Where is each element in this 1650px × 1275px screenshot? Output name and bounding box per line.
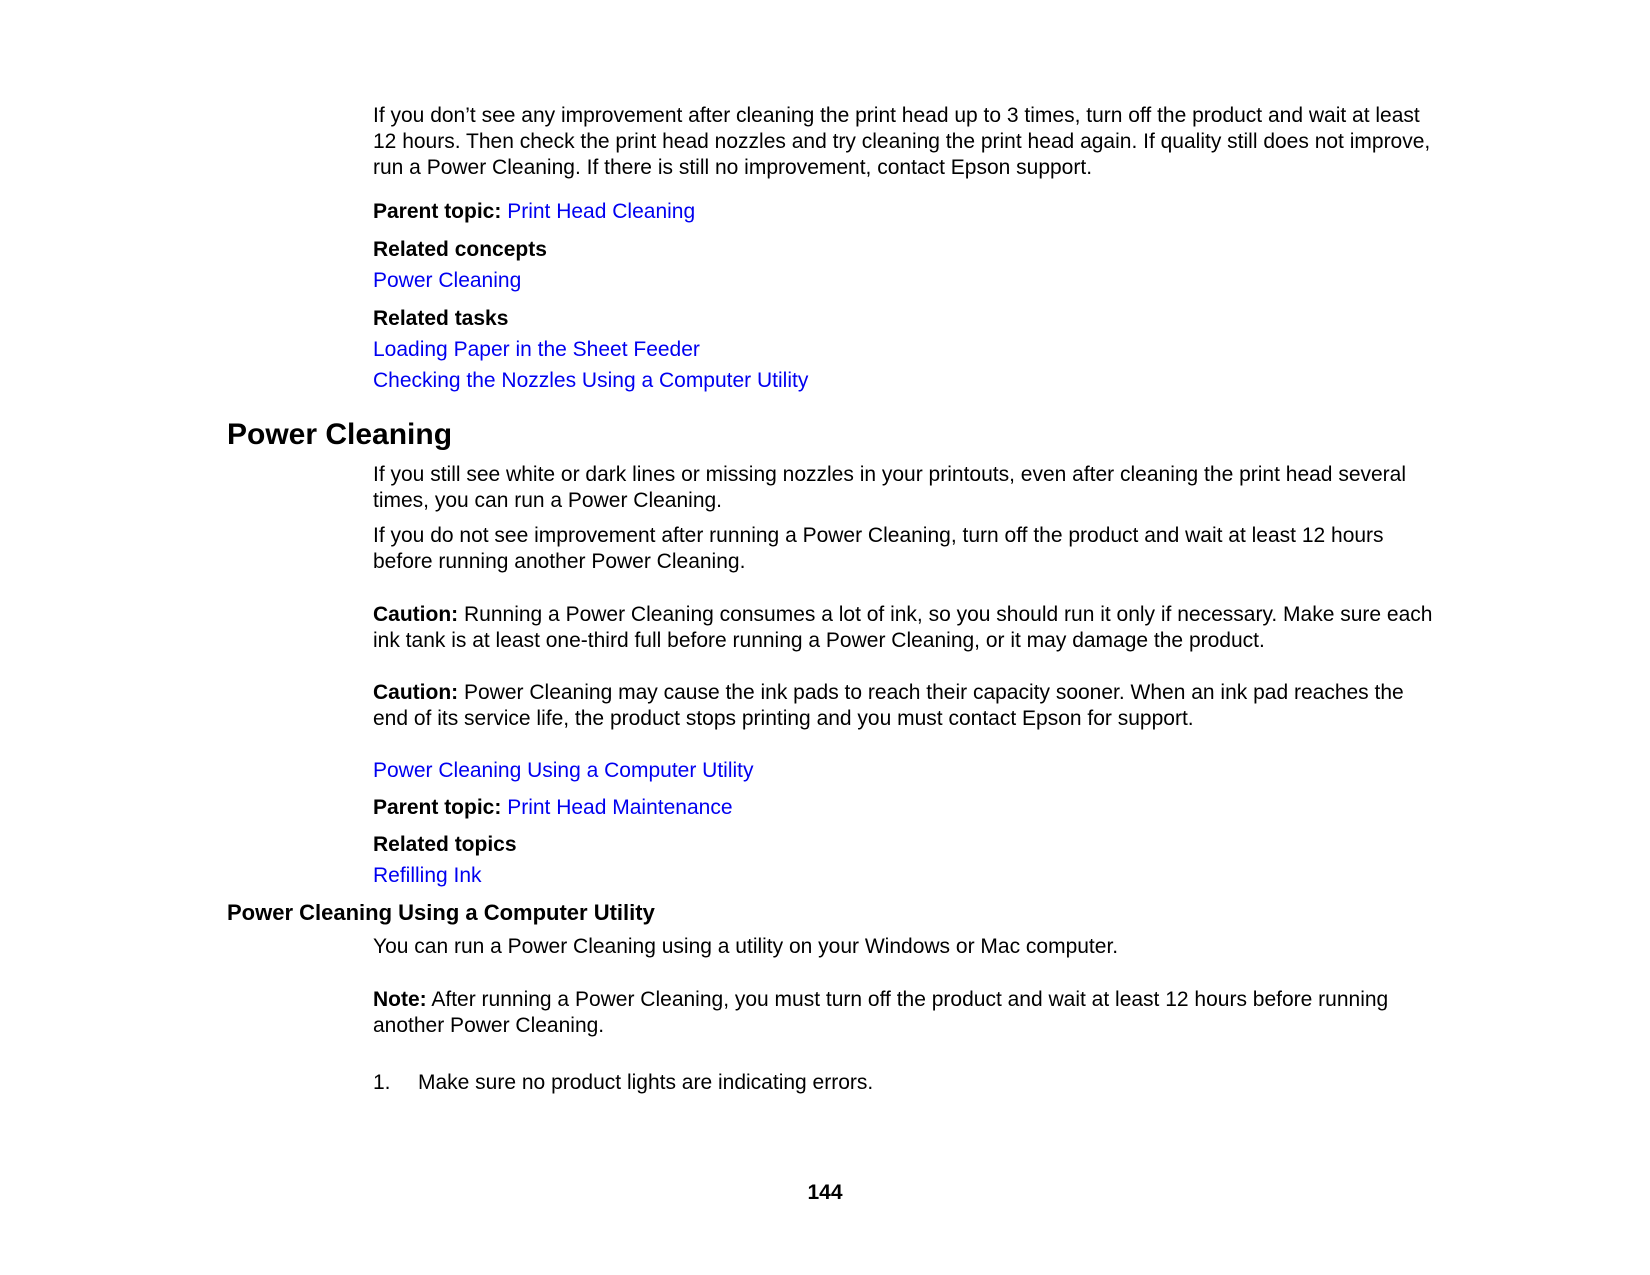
related-tasks-heading: Related tasks — [373, 307, 509, 330]
caution-label-2: Caution: — [373, 681, 459, 704]
intro-paragraph: If you don’t see any improvement after cleaning the print head up to 3 times, turn off the product and wait at least 12 hours. Then check the print head nozzles and try cleaning the print head again. If quality still does not improve, run a Power Cleaning. If there is still no improvement, contact Epson support. — [373, 104, 1431, 179]
step-1 — [373, 1070, 1650, 1096]
parent-topic-link-print-head-maintenance[interactable]: Print Head Maintenance — [507, 796, 733, 819]
parent-topic-line-2 — [373, 795, 1650, 821]
caution-label-1: Caution: — [373, 603, 459, 626]
parent-topic-label: Parent topic: — [373, 200, 502, 223]
subtopic-link-line — [373, 758, 1650, 784]
parent-topic-link-print-head-cleaning[interactable]: Print Head Cleaning — [507, 200, 696, 223]
subsection-heading-power-cleaning-utility: Power Cleaning Using a Computer Utility — [227, 900, 655, 925]
related-tasks-list-item-1 — [373, 337, 1650, 363]
note-block — [373, 987, 1441, 1039]
related-topic-link-refilling-ink[interactable]: Refilling Ink — [373, 864, 482, 887]
caution-text-1: Running a Power Cleaning consumes a lot of ink, so you should run it only if necessary. Make sure each ink tank is at least one-third full before running a Power Cleaning, or it may damage the product. — [373, 603, 1433, 652]
caution-block-1 — [373, 602, 1441, 654]
page-number: 144 — [807, 1181, 843, 1204]
caution-block-2 — [373, 680, 1441, 732]
related-concepts-list — [373, 268, 1650, 294]
section-heading-power-cleaning: Power Cleaning — [227, 418, 453, 451]
link-power-cleaning-utility[interactable]: Power Cleaning Using a Computer Utility — [373, 759, 754, 782]
step-1-number: 1. — [373, 1071, 391, 1094]
note-label: Note: — [373, 988, 427, 1011]
related-concepts-heading: Related concepts — [373, 238, 547, 261]
related-task-link-loading-paper[interactable]: Loading Paper in the Sheet Feeder — [373, 338, 700, 361]
related-tasks-list-item-2 — [373, 368, 1650, 394]
parent-topic-line-1 — [373, 199, 1650, 225]
parent-topic-label-2: Parent topic: — [373, 796, 502, 819]
related-task-link-checking-nozzles[interactable]: Checking the Nozzles Using a Computer Utility — [373, 369, 809, 392]
related-topics-list — [373, 863, 1650, 889]
note-text: After running a Power Cleaning, you must turn off the product and wait at least 12 hours before running another Power Cleaning. — [373, 988, 1389, 1037]
step-1-text: Make sure no product lights are indicating errors. — [418, 1071, 874, 1094]
utility-para-1: You can run a Power Cleaning using a utility on your Windows or Mac computer. — [373, 935, 1119, 958]
power-cleaning-para-1: If you still see white or dark lines or missing nozzles in your printouts, even after cleaning the print head several times, you can run a Power Cleaning. — [373, 463, 1407, 512]
caution-text-2: Power Cleaning may cause the ink pads to reach their capacity sooner. When an ink pad reaches the end of its service life, the product stops printing and you must contact Epson for support. — [373, 681, 1404, 730]
related-concept-link-power-cleaning[interactable]: Power Cleaning — [373, 269, 522, 292]
related-topics-heading: Related topics — [373, 833, 517, 856]
power-cleaning-para-2: If you do not see improvement after running a Power Cleaning, turn off the product and wait at least 12 hours before running another Power Cleaning. — [373, 524, 1384, 573]
